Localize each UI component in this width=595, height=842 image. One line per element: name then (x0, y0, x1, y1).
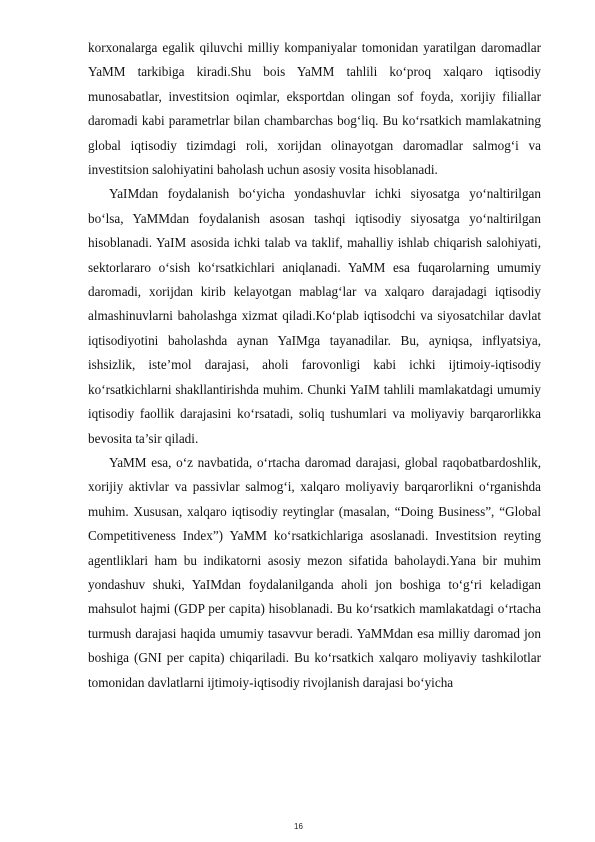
paragraph-continuation: korxonalarga egalik qiluvchi milliy kompaniyalar tomonidan yaratilgan daromadlar YaMM tarkibiga kiradi.Shu bois YaMM tahlili ko‘proq xalqaro iqtisodiy munosabatlar, investitsion oqimlar, eksportdan olingan sof foyda, xorijiy filiallar daromadi kabi parametrlar bilan chambarchas bog‘liq. Bu ko‘rsatkich mamlakatning global iqtisodiy tizimdagi roli, xorijdan olinayotgan daromadlar salmog‘i va investitsion salohiyatini baholash uchun asosiy vosita hisoblanadi. (88, 40, 541, 178)
paragraph-yamm-role: YaMM esa, o‘z navbatida, o‘rtacha daromad darajasi, global raqobatbardoshlik, xorijiy aktivlar va passivlar salmog‘i, xalqaro moliyaviy barqarorlikni o‘rganishda muhim. Xususan, xalqaro iqtisodiy reytinglar (masalan, “Doing Business”, “Global Competitiveness Index”) YaMM ko‘rsatkichlariga asoslanadi. Investitsion reyting agentliklari ham bu indikatorni asosiy mezon sifatida baholaydi.Yana bir muhim yondashuv shuki, YaIMdan foydalanilganda aholi jon boshiga to‘g‘ri keladigan mahsulot hajmi (GDP per capita) hisoblanadi. Bu ko‘rsatkich mamlakatdagi o‘rtacha turmush darajasi haqida umumiy tasavvur beradi. YaMMdan esa milliy daromad jon boshiga (GNI per capita) chiqariladi. Bu ko‘rsatkich xalqaro moliyaviy tashkilotlar tomonidan davlatlarni ijtimoiy-iqtisodiy rivojlanish darajasi bo‘yicha (88, 454, 541, 690)
body-text (88, 36, 541, 695)
paragraph-yaim-usage: YaIMdan foydalanish bo‘yicha yondashuvlar ichki siyosatga yo‘naltirilgan bo‘lsa, YaMMdan foydalanish asosan tashqi iqtisodiy siyosatga yo‘naltirilgan hisoblanadi. YaIM asosida ichki talab va taklif, mahalliy ishlab chiqarish salohiyati, sektorlararo o‘sish ko‘rsatkichlari aniqlanadi. YaMM esa fuqarolarning umumiy daromadi, xorijdan kirib kelayotgan mablag‘lar va xalqaro darajadagi iqtisodiy almashinuvlarni baholashga xizmat qiladi.Ko‘plab iqtisodchi va siyosatchilar davlat iqtisodiyotini baholashda aynan YaIMga tayanadilar. Bu, ayniqsa, inflyatsiya, ishsizlik, iste’mol darajasi, aholi farovonligi kabi ichki ijtimoiy-iqtisodiy ko‘rsatkichlarni shakllantirishda muhim. Chunki YaIM tahlili mamlakatdagi umumiy iqtisodiy faollik darajasini ko‘rsatadi, soliq tushumlari va moliyaviy barqarorlikka bevosita ta’sir qiladi. (88, 186, 541, 446)
page-number: 16 (294, 822, 303, 831)
